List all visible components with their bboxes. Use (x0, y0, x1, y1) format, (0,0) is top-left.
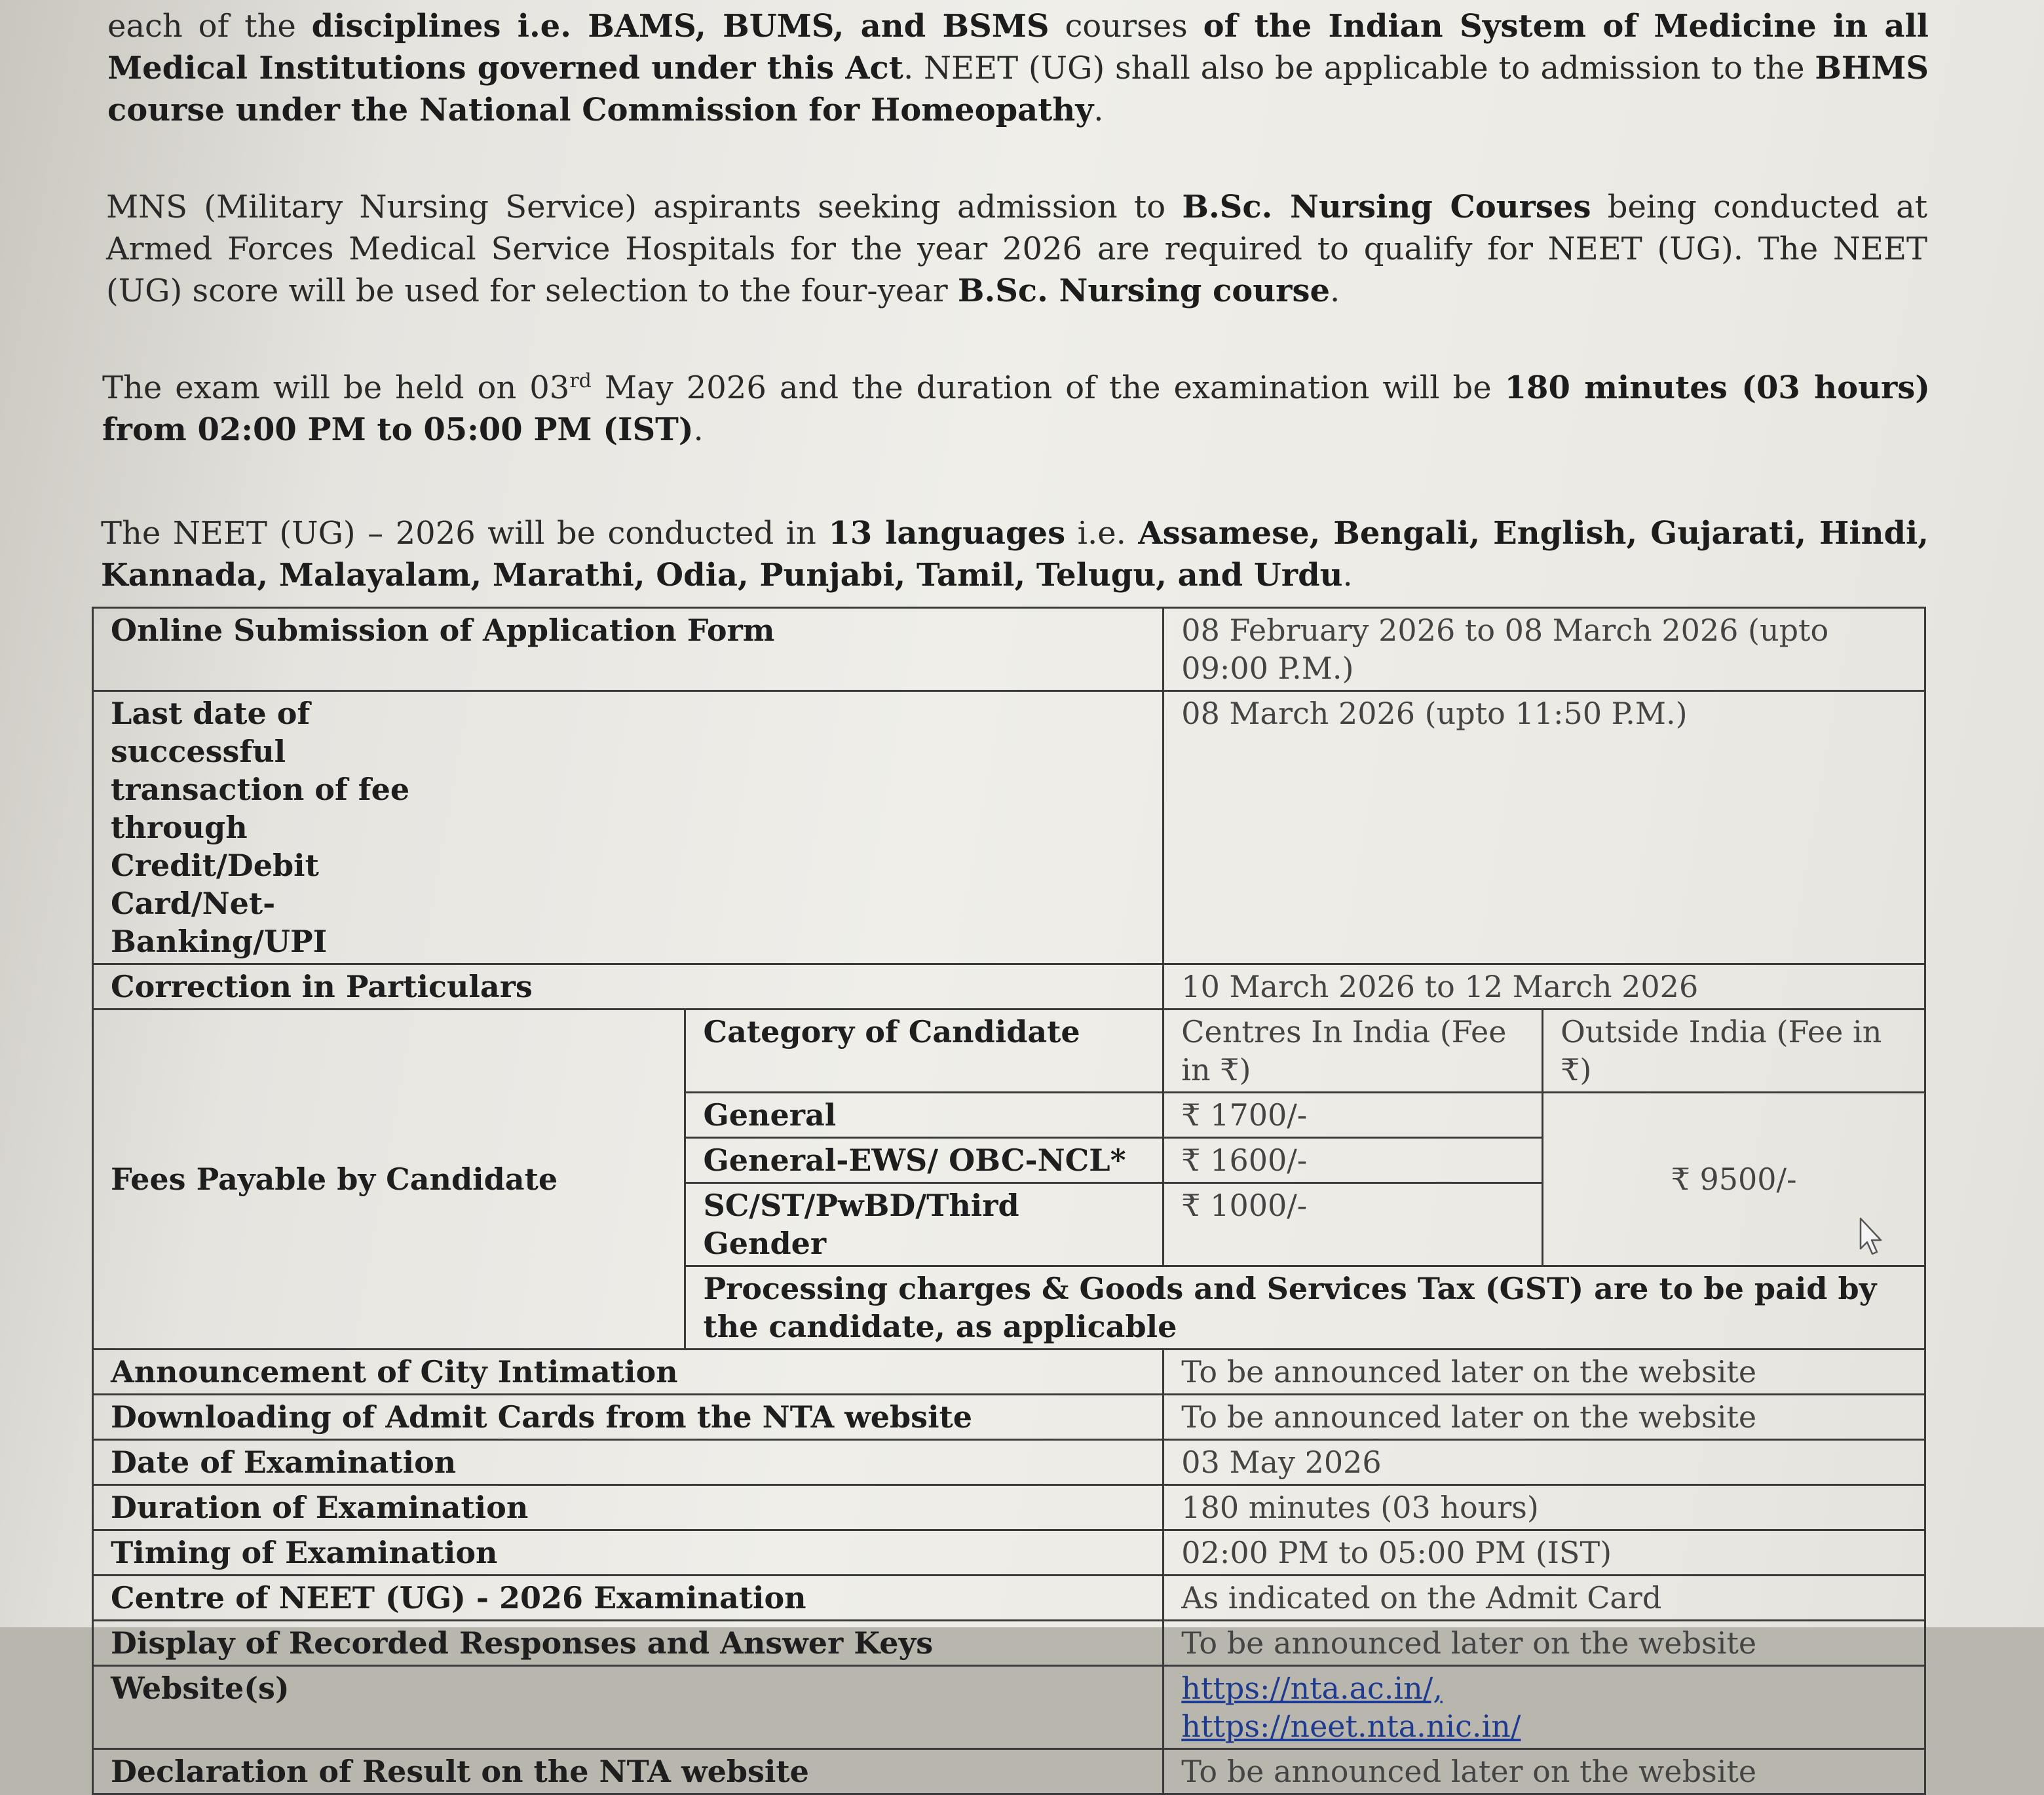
website-label: Website(s) (93, 1666, 1164, 1749)
fees-category: SC/ST/PwBD/Third Gender (685, 1183, 1164, 1266)
schedule-table (92, 607, 1926, 1795)
table-row (93, 1749, 1925, 1794)
text: The NEET (UG) – 2026 will be conducted in (101, 515, 829, 552)
table-value: 10 March 2026 to 12 March 2026 (1164, 964, 1925, 1010)
paragraph-exam-date (102, 367, 1930, 451)
table-row (93, 608, 1925, 691)
table-label: Date of Examination (93, 1440, 1164, 1485)
table-value: To be announced later on the website (1164, 1749, 1925, 1794)
text: May 2026 and the duration of the examination will be (591, 369, 1505, 406)
bold-text: of the Indian System of Medicine in all Medical Institutions governed under this Act (107, 8, 1929, 86)
website-link-neet[interactable]: https://neet.nta.nic.in/ (1181, 1709, 1521, 1744)
fees-label: Fees Payable by Candidate (93, 1010, 685, 1350)
table-row (93, 964, 1925, 1010)
table-row (93, 1350, 1925, 1395)
text: courses (1049, 8, 1203, 45)
table-row (93, 1576, 1925, 1621)
fees-amount: ₹ 1600/- (1164, 1138, 1543, 1183)
website-row (93, 1666, 1925, 1749)
table-label: Announcement of City Intimation (93, 1350, 1164, 1395)
text: . (1093, 92, 1104, 128)
table-label: Declaration of Result on the NTA website (93, 1749, 1164, 1794)
paragraph-ism-courses (107, 5, 1929, 131)
paragraph-mns-nursing (106, 186, 1927, 312)
table-label: Downloading of Admit Cards from the NTA website (93, 1395, 1164, 1440)
table-label: Correction in Particulars (93, 964, 1164, 1010)
table-value: As indicated on the Admit Card (1164, 1576, 1925, 1621)
table-value: 08 March 2026 (upto 11:50 P.M.) (1164, 691, 1925, 964)
table-value: 08 February 2026 to 08 March 2026 (upto 09:00 P.M.) (1164, 608, 1925, 691)
bold-text: 180 minutes (03 hours) from 02:00 PM to 05:00 PM (IST) (102, 369, 1931, 448)
fees-amount: ₹ 1700/- (1164, 1093, 1543, 1138)
table-value: 180 minutes (03 hours) (1164, 1485, 1925, 1530)
table-value: 02:00 PM to 05:00 PM (IST) (1164, 1530, 1925, 1576)
table-label: Last date of successful transaction of fee through Credit/Debit Card/Net-Banking/UPI (93, 691, 1164, 964)
table-row (93, 1485, 1925, 1530)
bold-text: disciplines i.e. BAMS, BUMS, and BSMS (311, 8, 1050, 45)
text: being conducted at Armed Forces Medical Service Hospitals for the year 2026 are required to qualify for NEET (UG). The NEET (UG) score will be used for selection to the four-year (106, 189, 1927, 309)
table-row (93, 691, 1925, 964)
table-value: To be announced later on the website (1164, 1621, 1925, 1666)
bold-text: B.Sc. Nursing course (957, 273, 1330, 309)
text: . (1342, 557, 1353, 594)
bold-text: 13 languages (828, 515, 1066, 552)
text: . (1330, 273, 1340, 309)
fees-amount: ₹ 1000/- (1164, 1183, 1543, 1266)
table-row (93, 1395, 1925, 1440)
table-label: Timing of Examination (93, 1530, 1164, 1576)
fees-note: Processing charges & Goods and Services Tax (GST) are to be paid by the candidate, as applicable (685, 1266, 1925, 1350)
text: i.e. (1065, 515, 1139, 552)
table-value: To be announced later on the website (1164, 1395, 1925, 1440)
text: MNS (Military Nursing Service) aspirants seeking admission to (106, 189, 1183, 225)
fees-category: General (685, 1093, 1164, 1138)
text: . NEET (UG) shall also be applicable to admission to the (903, 50, 1815, 86)
table-value: To be announced later on the website (1164, 1350, 1925, 1395)
table-label: Display of Recorded Responses and Answer Keys (93, 1621, 1164, 1666)
fees-col-india: Centres In India (Fee in ₹) (1164, 1010, 1543, 1093)
fees-header-row (93, 1010, 1925, 1093)
fees-col-category: Category of Candidate (685, 1010, 1164, 1093)
bold-text: Assamese, Bengali, English, Gujarati, Hindi, Kannada, Malayalam, Marathi, Odia, Punjabi, Tamil, Telugu, and Urdu (101, 515, 1929, 594)
website-link-nta[interactable]: https://nta.ac.in/, (1181, 1671, 1443, 1706)
website-links (1164, 1666, 1925, 1749)
table-label: Duration of Examination (93, 1485, 1164, 1530)
bold-text: BHMS course under the National Commission for Homeopathy (107, 50, 1929, 128)
table-row (93, 1440, 1925, 1485)
table-value: 03 May 2026 (1164, 1440, 1925, 1485)
mouse-pointer-icon (1858, 1217, 1884, 1256)
fees-col-outside: Outside India (Fee in ₹) (1543, 1010, 1925, 1093)
text: . (693, 411, 704, 448)
text: each of the (107, 8, 312, 45)
table-row (93, 1530, 1925, 1576)
fees-category: General-EWS/ OBC-NCL* (685, 1138, 1164, 1183)
text: The exam will be held on 03 (102, 369, 570, 406)
superscript: rd (569, 369, 592, 392)
table-label: Online Submission of Application Form (93, 608, 1164, 691)
paragraph-languages (101, 512, 1929, 596)
bold-text: B.Sc. Nursing Courses (1182, 189, 1591, 225)
fees-outside-amount: ₹ 9500/- (1543, 1093, 1925, 1266)
table-label: Centre of NEET (UG) - 2026 Examination (93, 1576, 1164, 1621)
